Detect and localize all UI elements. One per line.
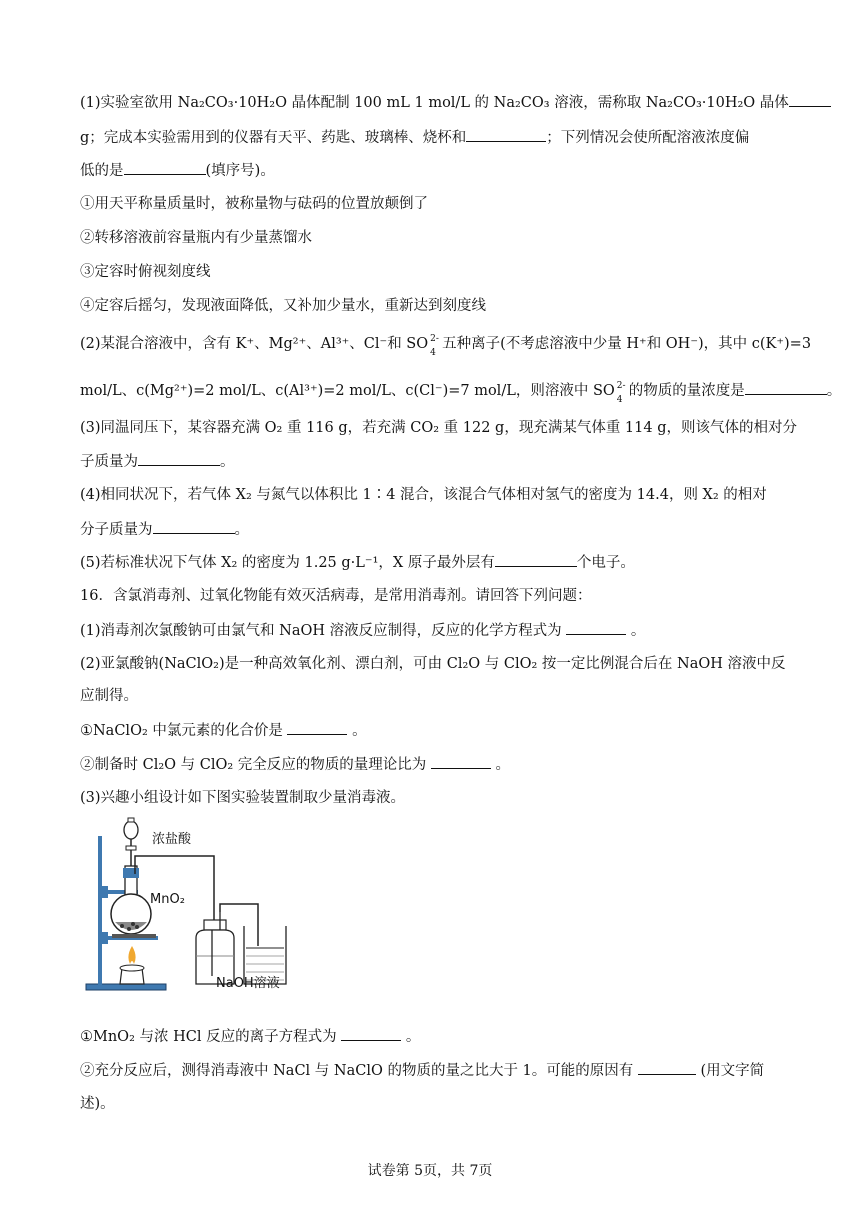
q15-part4-line2: [80, 519, 249, 540]
answer-blank[interactable]: [745, 380, 827, 395]
text: 五种离子(不考虑溶液中少量 H⁺和 OH⁻)，其中 c(K⁺)=3: [442, 336, 812, 352]
answer-blank[interactable]: [287, 720, 347, 735]
sulfate-charge: 2- 4: [616, 381, 626, 405]
sulfate-charge: 2- 4: [430, 334, 439, 358]
text: ②制备时 Cl₂O 与 ClO₂ 完全反应的物质的量理论比为: [80, 757, 427, 773]
q15-part1-line2: [80, 127, 749, 148]
text: (2)某混合溶液中，含有 K⁺、Mg²⁺、Al³⁺、Cl⁻和 SO: [80, 336, 429, 352]
q16-part1: [80, 620, 645, 641]
label-naoh: NaOH溶液: [216, 976, 280, 991]
text: (1)消毒剂次氯酸钠可由氯气和 NaOH 溶液反应制得，反应的化学方程式为: [80, 623, 562, 639]
text: 。: [405, 1029, 421, 1045]
option-4: ④定容后摇匀，发现液面降低，又补加少量水，重新达到刻度线: [80, 298, 486, 314]
text: 低的是: [80, 163, 124, 179]
answer-blank[interactable]: [789, 92, 831, 107]
q15-part1-line1: [80, 92, 831, 113]
flask-stopper: [123, 868, 139, 878]
option-3: ③定容时俯视刻度线: [80, 264, 211, 280]
text: (5)若标准状况下气体 X₂ 的密度为 1.25 g·L⁻¹，X 原子最外层有: [80, 555, 495, 571]
page-footer: 试卷第 5页，共 7页: [367, 1163, 493, 1179]
q16-part3-sub2-line1: [80, 1060, 764, 1081]
answer-blank[interactable]: [431, 754, 491, 769]
text: 子质量为: [80, 454, 138, 470]
q16-part2-line1: (2)亚氯酸钠(NaClO₂)是一种高效氧化剂、漂白剂，可由 Cl₂O 与 ClO₂ 按一定比例混合后在 NaOH 溶液中反: [80, 656, 786, 672]
funnel-stopper: [128, 818, 134, 822]
q16-part3-sub1: [80, 1026, 420, 1047]
q16-part2-line2: 应制得。: [80, 688, 138, 704]
q16-part2-sub2: [80, 754, 510, 775]
text: 。: [220, 454, 235, 470]
text: 。: [352, 723, 367, 739]
text: (用文字简: [700, 1063, 765, 1079]
text: ①NaClO₂ 中氯元素的化合价是: [80, 723, 283, 739]
text: mol/L、c(Mg²⁺)=2 mol/L、c(Al³⁺)=2 mol/L、c(Cl⁻)=7 mol/L，则溶液中 SO: [80, 383, 615, 399]
wire-gauze: [112, 934, 156, 938]
q15-part3-line1: (3)同温同压下，某容器充满 O₂ 重 116 g，若充满 CO₂ 重 122 g，现充满某气体重 114 g，则该气体的相对分: [80, 420, 797, 436]
text: ；下列情况会使所配溶液浓度偏: [546, 130, 750, 146]
answer-blank[interactable]: [466, 127, 546, 142]
answer-blank[interactable]: [495, 552, 577, 567]
ring-bosshead: [100, 932, 108, 944]
q15-part4-line1: (4)相同状况下，若气体 X₂ 与氮气以体积比 1∶4 混合，该混合气体相对氢气的密度为 14.4，则 X₂ 的相对: [80, 487, 767, 503]
funnel-tap: [126, 846, 136, 850]
q15-part1-line3: [80, 160, 275, 181]
q15-part3-line2: [80, 451, 235, 472]
text: 。: [495, 757, 511, 773]
text: 分子质量为: [80, 522, 153, 538]
text: 个电子。: [576, 555, 635, 571]
q15-part2-line1: [80, 334, 812, 358]
q15-part2-line2: [80, 380, 842, 405]
text: 。: [630, 623, 646, 639]
text: 的物质的量浓度是: [628, 383, 745, 399]
q16-part3: (3)兴趣小组设计如下图实验装置制取少量消毒液。: [80, 790, 406, 806]
text: ②充分反应后，测得消毒液中 NaCl 与 NaClO 的物质的量之比大于 1。可能的原因有: [80, 1063, 634, 1079]
q16-part3-sub2-line2: 述)。: [80, 1096, 115, 1112]
apparatus-figure: [82, 816, 322, 998]
text: 。: [234, 522, 249, 538]
answer-blank[interactable]: [153, 519, 235, 534]
answer-blank[interactable]: [566, 620, 626, 635]
answer-blank[interactable]: [638, 1060, 696, 1075]
label-conc-hcl: 浓盐酸: [152, 832, 192, 847]
option-2: ②转移溶液前容量瓶内有少量蒸馏水: [80, 230, 312, 246]
text: (填序号)。: [205, 163, 275, 179]
clamp-bosshead: [100, 886, 108, 898]
answer-blank[interactable]: [341, 1026, 401, 1041]
q16-stem: 16．含氯消毒剂、过氧化物能有效灭活病毒，是常用消毒剂。请回答下列问题：: [80, 588, 592, 604]
label-mno2: MnO₂: [150, 892, 185, 907]
answer-blank[interactable]: [138, 451, 220, 466]
funnel-bulb: [124, 821, 138, 839]
text: g；完成本实验需用到的仪器有天平、药匙、玻璃棒、烧杯和: [80, 130, 467, 146]
text: 。: [826, 383, 842, 399]
apparatus-diagram: [82, 816, 322, 998]
q15-part5: [80, 552, 635, 573]
text: ①MnO₂ 与浓 HCl 反应的离子方程式为: [80, 1029, 337, 1045]
answer-blank[interactable]: [124, 160, 206, 175]
flame: [128, 946, 135, 964]
bottle-stopper: [204, 920, 226, 930]
text: (1)实验室欲用 Na₂CO₃·10H₂O 晶体配制 100 mL 1 mol/L 的 Na₂CO₃ 溶液，需称取 Na₂CO₃·10H₂O 晶体: [80, 95, 789, 111]
option-1: ①用天平称量质量时，被称量物与砝码的位置放颠倒了: [80, 196, 428, 212]
stand-rod: [98, 836, 102, 986]
q16-part2-sub1: [80, 720, 367, 741]
